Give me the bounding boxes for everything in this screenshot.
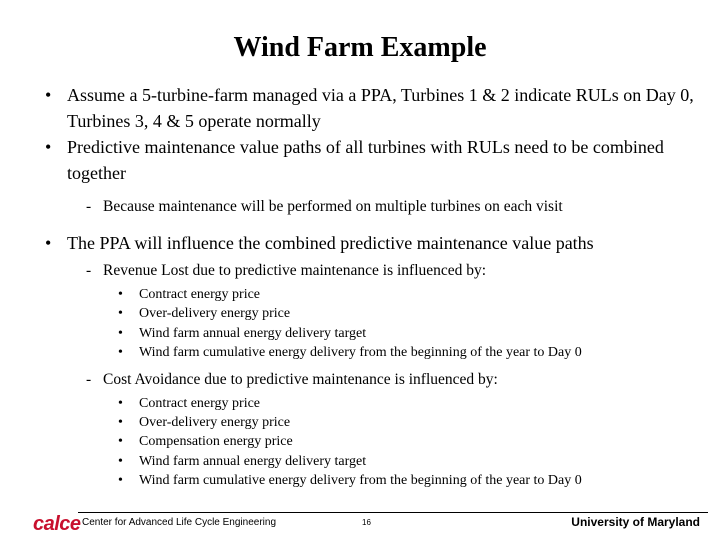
bullet-marker: • bbox=[118, 434, 123, 450]
dash-marker: - bbox=[86, 262, 92, 279]
revenue-lost-factors bbox=[45, 285, 695, 363]
slide-footer bbox=[0, 505, 720, 540]
list-item-text: Wind farm cumulative energy delivery from the beginning of the year to Day 0 bbox=[139, 345, 582, 361]
slide-title: Wind Farm Example bbox=[233, 32, 487, 63]
bullet-marker: • bbox=[118, 306, 123, 322]
bullet-value-paths bbox=[45, 134, 695, 186]
bullet-marker: • bbox=[45, 85, 52, 105]
list-item bbox=[45, 394, 695, 413]
bullet-ppa-assumption bbox=[45, 82, 695, 134]
university-name: University of Maryland bbox=[571, 515, 700, 529]
list-item bbox=[45, 343, 695, 362]
list-item bbox=[45, 452, 695, 471]
bullet-marker: • bbox=[118, 473, 123, 489]
bullet-marker: • bbox=[118, 345, 123, 361]
bullet-text: The PPA will influence the combined predictive maintenance value paths bbox=[67, 233, 594, 253]
sub-bullet-cost-avoidance bbox=[45, 369, 695, 391]
list-item bbox=[45, 432, 695, 451]
bullet-marker: • bbox=[118, 453, 123, 469]
sub-bullet-text: Cost Avoidance due to predictive maintenance is influenced by: bbox=[103, 370, 498, 388]
list-item-text: Over-delivery energy price bbox=[139, 306, 291, 322]
list-item-text: Wind farm annual energy delivery target bbox=[139, 453, 367, 469]
list-item-text: Over-delivery energy price bbox=[139, 415, 291, 431]
sub-bullet-text: Because maintenance will be performed on multiple turbines on each visit bbox=[103, 198, 563, 215]
list-item-text: Contract energy price bbox=[139, 287, 261, 302]
list-item bbox=[45, 285, 695, 304]
list-item bbox=[45, 324, 695, 343]
bullet-marker: • bbox=[118, 325, 123, 341]
dash-marker: - bbox=[86, 370, 92, 388]
list-item bbox=[45, 304, 695, 323]
bullet-marker: • bbox=[45, 233, 52, 253]
calce-logo: calce bbox=[33, 513, 81, 535]
bullet-marker: • bbox=[118, 395, 123, 411]
list-item bbox=[45, 471, 695, 490]
sub-bullet-maintenance-visit bbox=[45, 196, 695, 218]
bullet-text: Assume a 5-turbine-farm managed via a PPA, Turbines 1 & 2 indicate RULs on Day 0, Turbines 3, 4 & 5 operate normally bbox=[67, 85, 694, 131]
sub-bullet-text: Revenue Lost due to predictive maintenance is influenced by: bbox=[103, 262, 487, 279]
bullet-ppa-influence bbox=[45, 230, 695, 256]
list-item-text: Contract energy price bbox=[139, 395, 261, 411]
slide-content bbox=[45, 82, 695, 491]
sub-bullet-revenue-lost bbox=[45, 260, 695, 282]
center-name: Center for Advanced Life Cycle Engineering bbox=[82, 517, 277, 528]
list-item bbox=[45, 413, 695, 432]
bullet-text: Predictive maintenance value paths of all turbines with RULs need to be combined together bbox=[67, 137, 664, 183]
page-number: 16 bbox=[362, 518, 371, 527]
list-item-text: Wind farm annual energy delivery target bbox=[139, 325, 367, 341]
dash-marker: - bbox=[86, 198, 92, 215]
bullet-marker: • bbox=[45, 137, 52, 157]
cost-avoidance-factors bbox=[45, 394, 695, 491]
list-item-text: Wind farm cumulative energy delivery from the beginning of the year to Day 0 bbox=[139, 473, 582, 489]
list-item-text: Compensation energy price bbox=[139, 434, 293, 450]
bullet-marker: • bbox=[118, 287, 123, 302]
bullet-marker: • bbox=[118, 415, 123, 431]
footer-divider bbox=[78, 512, 708, 513]
